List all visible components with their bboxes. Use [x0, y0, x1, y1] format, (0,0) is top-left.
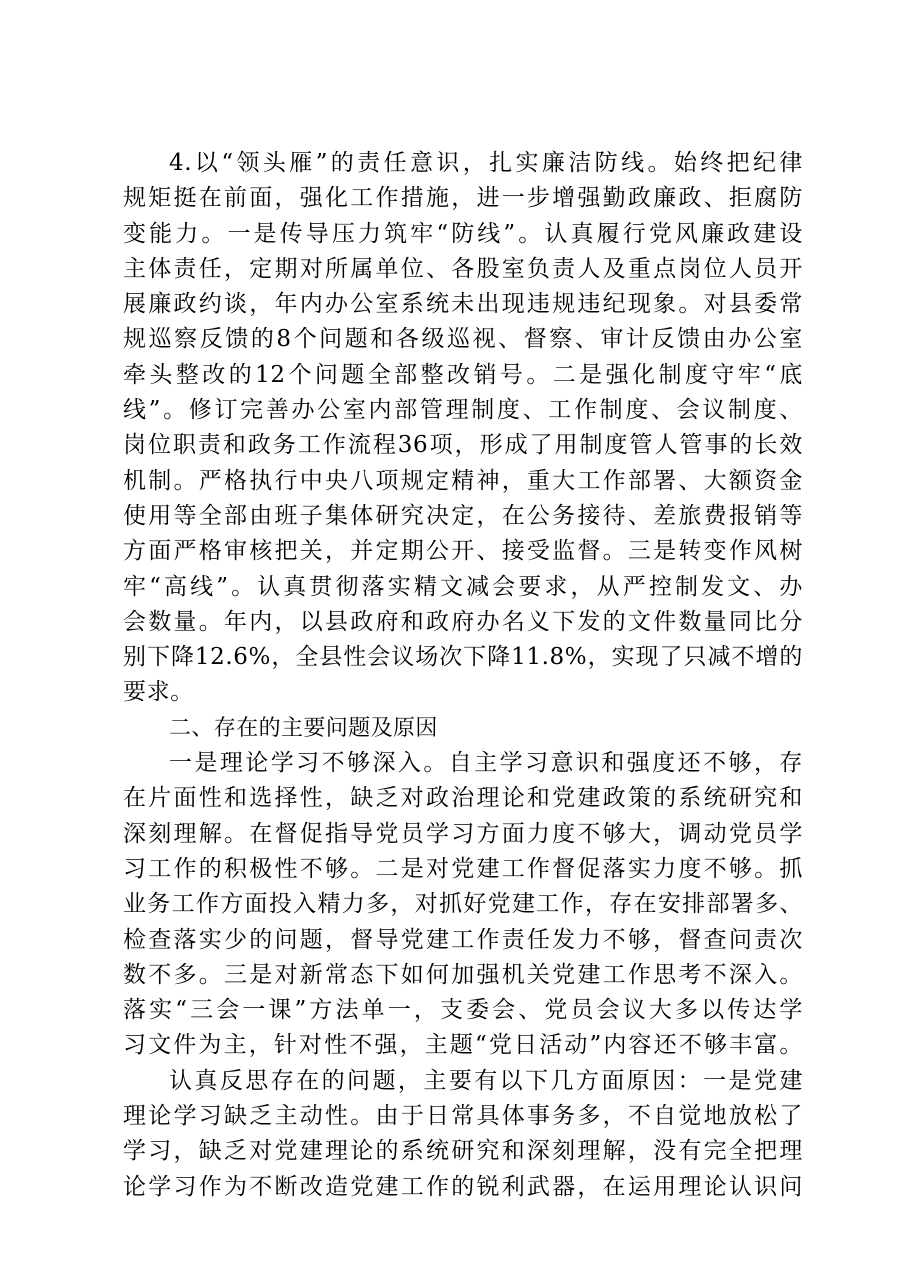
text-line: 认真反思存在的问题，主要有以下几方面原因：一是党建 [169, 1067, 803, 1094]
text-line: 要求。 [123, 679, 194, 706]
text-line: 4.以“领头雁”的责任意识，扎实廉洁防线。始终把纪律 [169, 150, 803, 176]
text-line: 使用等全部由班子集体研究决定，在公务接待、差旅费报销等 [123, 502, 803, 529]
text-line: 变能力。一是传导压力筑牢“防线”。认真履行党风廉政建设 [123, 220, 803, 247]
text-line: 岗位职责和政务工作流程36项，形成了用制度管人管事的长效 [123, 432, 803, 459]
text-line: 展廉政约谈，年内办公室系统未出现违规违纪现象。对县委常 [123, 291, 803, 318]
paragraph-reasons [123, 1064, 803, 1205]
text-line: 牢“高线”。认真贯彻落实精文减会要求，从严控制发文、办 [123, 573, 803, 600]
text-line: 机制。严格执行中央八项规定精神，重大工作部署、大额资金 [123, 467, 803, 494]
text-line: 牵头整改的12个问题全部整改销号。二是强化制度守牢“底 [123, 361, 803, 388]
text-line: 论学习作为不断改造党建工作的锐利武器，在运用理论认识问 [123, 1173, 803, 1200]
text-line: 一是理论学习不够深入。自主学习意识和强度还不够，存 [169, 750, 803, 777]
text-line: 习文件为主，针对性不强，主题“党日活动”内容还不够丰富。 [123, 1032, 803, 1059]
text-line: 学习，缺乏对党建理论的系统研究和深刻理解，没有完全把理 [123, 1138, 803, 1165]
text-line: 在片面性和选择性，缺乏对政治理论和党建政策的系统研究和 [123, 785, 803, 812]
text-line: 落实“三会一课”方法单一，支委会、党员会议大多以传达学 [123, 997, 803, 1024]
text-line: 业务工作方面投入精力多，对抓好党建工作，存在安排部署多、 [123, 891, 803, 918]
text-line: 习工作的积极性不够。二是对党建工作督促落实力度不够。抓 [123, 855, 803, 882]
document-body [123, 146, 803, 1205]
text-line: 理论学习缺乏主动性。由于日常具体事务多，不自觉地放松了 [123, 1103, 803, 1130]
text-line: 规矩挺在前面，强化工作措施，进一步增强勤政廉政、拒腐防 [123, 185, 803, 212]
text-line: 检查落实少的问题，督导党建工作责任发力不够，督查问责次 [123, 926, 803, 953]
text-line: 深刻理解。在督促指导党员学习方面力度不够大，调动党员学 [123, 820, 803, 847]
section-heading: 二、存在的主要问题及原因 [169, 715, 438, 741]
paragraph-integrity-defense [123, 146, 803, 711]
text-line: 主体责任，定期对所属单位、各股室负责人及重点岗位人员开 [123, 255, 803, 282]
text-line: 数不多。三是对新常态下如何加强机关党建工作思考不深入。 [123, 961, 803, 988]
text-line: 别下降12.6%，全县性会议场次下降11.8%，实现了只减不增的 [123, 644, 803, 671]
text-line: 线”。修订完善办公室内部管理制度、工作制度、会议制度、 [123, 397, 803, 424]
text-line: 会数量。年内，以县政府和政府办名义下发的文件数量同比分 [123, 608, 803, 635]
text-line: 方面严格审核把关，并定期公开、接受监督。三是转变作风树 [123, 538, 803, 565]
paragraph-main-problems [123, 746, 803, 1064]
text-line: 规巡察反馈的8个问题和各级巡视、督察、审计反馈由办公室 [123, 326, 803, 353]
